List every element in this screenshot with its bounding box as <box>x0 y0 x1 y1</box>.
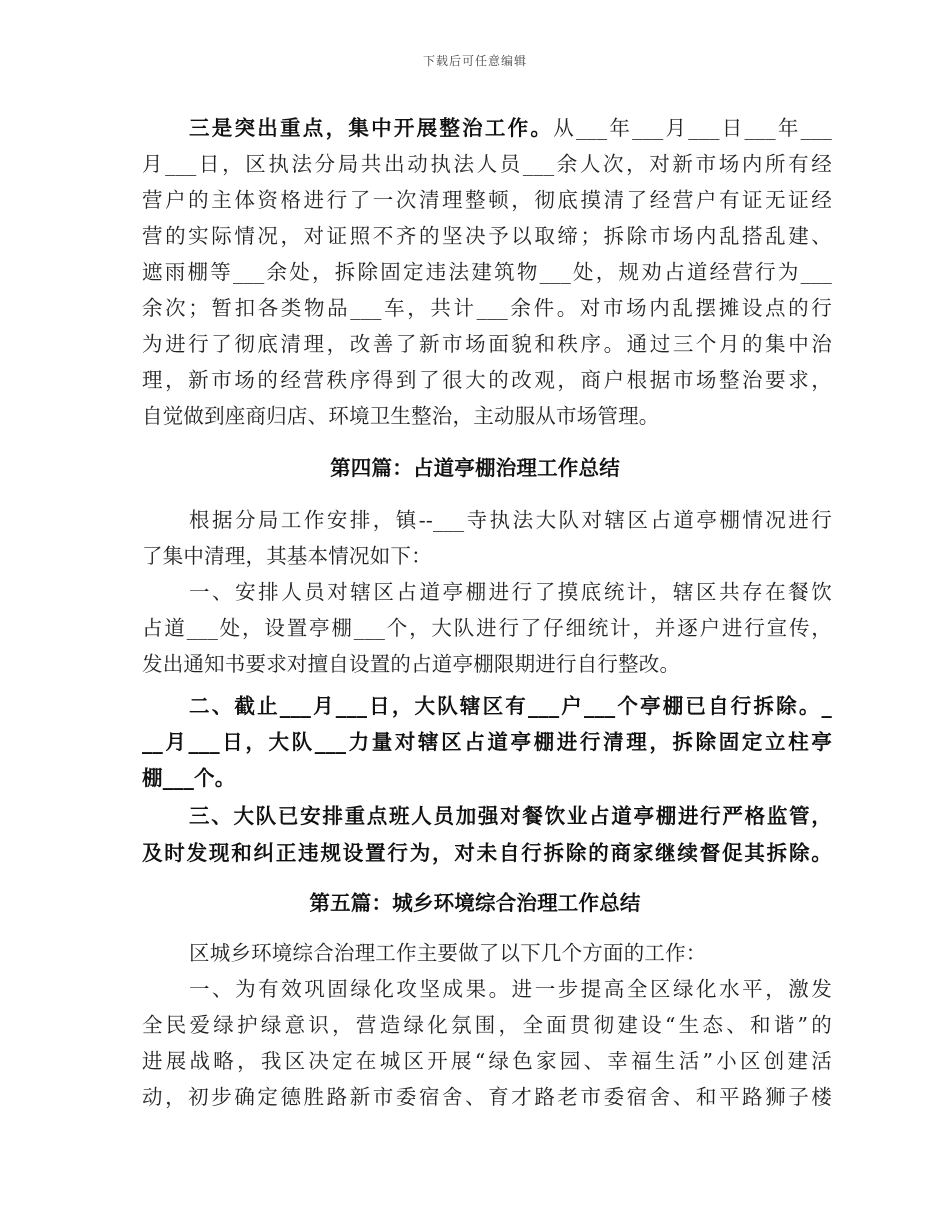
paragraph-line: 发出通知书要求对擅自设置的占道亭棚限期进行自行整改。 <box>142 652 681 676</box>
lead-rest: 从___年___月___日___年___ <box>553 116 833 140</box>
paragraph-line: 自觉做到座商归店、环境卫生整治，主动服从市场管理。 <box>142 404 660 428</box>
paragraph-line: 棚___个。 <box>142 766 236 790</box>
paragraph-line <box>189 113 832 143</box>
page-header: 下载后可任意编辑 <box>422 54 527 68</box>
paragraph-line: 月___日，区执法分局共出动执法人员___余人次，对新市场内所有经 <box>142 152 832 176</box>
paragraph-line: 三、大队已安排重点班人员加强对餐饮业占道亭棚进行严格监管， <box>189 804 832 828</box>
paragraph-line: 理，新市场的经营秩序得到了很大的改观，商户根据市场整治要求， <box>142 368 832 392</box>
paragraph-line: 营的实际情况，对证照不齐的坚决予以取缔；拆除市场内乱搭乱建、 <box>142 224 832 248</box>
paragraph-line: 遮雨棚等___余处，拆除固定违法建筑物___处，规劝占道经营行为___ <box>142 260 832 284</box>
paragraph-line: 及时发现和纠正违规设置行为，对未自行拆除的商家继续督促其拆除。 <box>142 841 832 865</box>
paragraph-line: 余次；暂扣各类物品___车，共计___余件。对市场内乱摆摊设点的行 <box>142 296 832 320</box>
paragraph-line: 了集中清理，其基本情况如下： <box>142 544 432 568</box>
paragraph-line: 动，初步确定德胜路新市委宿舍、育才路老市委宿舍、和平路狮子楼 <box>142 1085 832 1109</box>
lead-phrase: 三是突出重点，集中开展整治工作。 <box>189 116 554 140</box>
section-title: 第四篇：占道亭棚治理工作总结 <box>330 456 620 480</box>
paragraph-line: 进展战略，我区决定在城区开展“绿色家园、幸福生活”小区创建活 <box>142 1049 832 1073</box>
paragraph-line: 占道___处，设置亭棚___个，大队进行了仔细统计，并逐户进行宣传， <box>142 616 832 640</box>
paragraph-line: 二、截止___月___日，大队辖区有___户___个亭棚已自行拆除。_ <box>189 694 832 718</box>
paragraph-line: 营户的主体资格进行了一次清理整顿，彻底摸清了经营户有证无证经 <box>142 188 832 212</box>
paragraph-line: 为进行了彻底清理，改善了新市场面貌和秩序。通过三个月的集中治 <box>142 332 832 356</box>
paragraph-line: __月___日，大队___力量对辖区占道亭棚进行清理，拆除固定立柱亭 <box>142 730 832 754</box>
paragraph-line: 全民爱绿护绿意识，营造绿化氛围，全面贯彻建设“生态、和谐”的 <box>142 1013 832 1037</box>
paragraph-line: 根据分局工作安排，镇--___寺执法大队对辖区占道亭棚情况进行 <box>189 508 832 532</box>
paragraph-line: 一、为有效巩固绿化攻坚成果。进一步提高全区绿化水平，激发 <box>189 977 832 1001</box>
section-title: 第五篇：城乡环境综合治理工作总结 <box>309 891 641 915</box>
paragraph-line: 区城乡环境综合治理工作主要做了以下几个方面的工作： <box>189 941 707 965</box>
paragraph-line: 一、安排人员对辖区占道亭棚进行了摸底统计，辖区共存在餐饮 <box>189 580 832 604</box>
